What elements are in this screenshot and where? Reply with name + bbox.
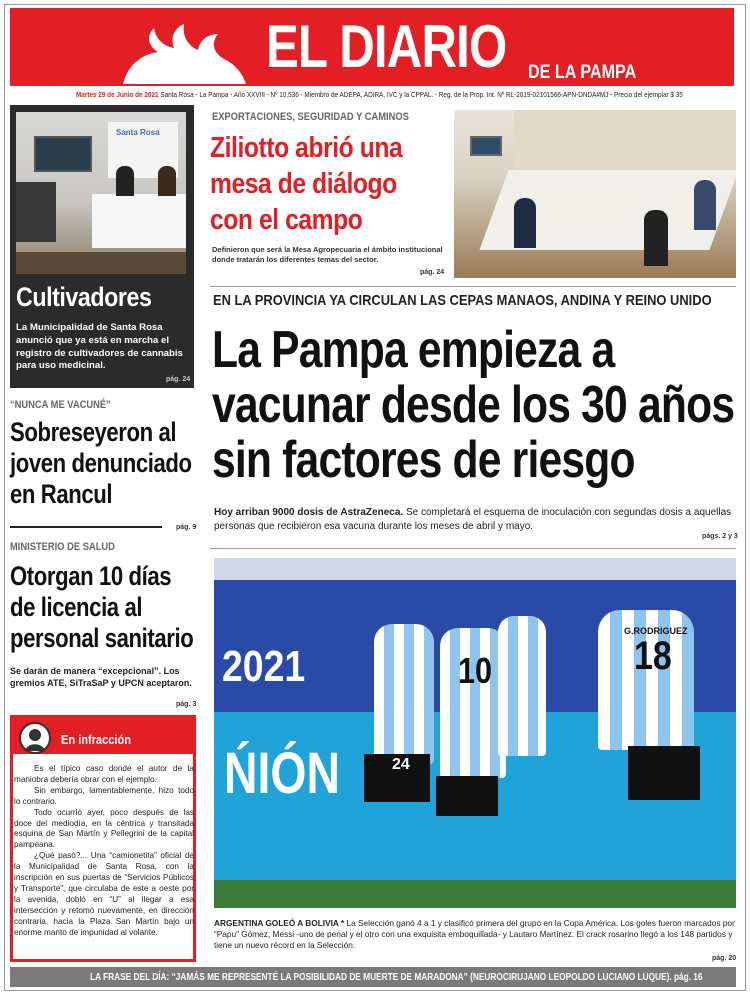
licencia-text: Se darán de manera “excepcional”. Los gremios ATE, SiTraSaP y UPCN aceptaron. (10, 666, 192, 688)
bird-logo-icon (118, 24, 248, 84)
banner-year: 2021 (222, 642, 306, 691)
licencia-headline[interactable]: Otorgan 10 días de licencia al personal sanitario (10, 561, 194, 653)
ziliotto-headline[interactable]: Ziliotto abrió una mesa de diálogo con el campo (210, 132, 403, 236)
football-caption: ARGENTINA GOLEÓ A BOLIVIA * La Selección ganó 4 a 1 y clasificó primera del grupo en la Copa América. Los goles fueron marcados por “Papu” Gómez, Messi -uno de penal y el otro con una exquisita emboquillada- y Lautaro Martínez. El crack rosarino llegó a los 148 partidos y tiene un nuevo récord en la Selección. (214, 918, 735, 950)
divider (10, 526, 162, 528)
lead-text: Hoy arriban 9000 dosis de AstraZeneca. Se completará el esquema de inoculación con segundas dosis a aquellas personas que recibieron esa vacuna durante los meses de abril y mayo. (214, 507, 732, 532)
date: Martes 29 de Junio de 2021 (76, 90, 159, 99)
rancul-page: pág. 9 (176, 524, 197, 531)
player-number: 10 (458, 650, 493, 691)
santa-rosa-sign: Santa Rosa (116, 128, 160, 137)
masthead (10, 8, 734, 86)
rancul-kicker: “NUNCA ME VACUNÉ” (10, 399, 111, 411)
jersey-name: G.RODRIGUEZ (624, 626, 688, 636)
infraccion-header (13, 718, 193, 754)
masthead-subtitle: DE LA PAMPA (528, 62, 637, 83)
meeting-photo (454, 110, 736, 278)
press-conference-photo (16, 112, 186, 274)
columnist-avatar-icon (19, 722, 51, 754)
player-number: 18 (634, 634, 672, 678)
football-celebration-photo (214, 558, 736, 908)
quote-of-the-day[interactable]: LA FRASE DEL DÍA: “JAMÁS ME REPRESENTÉ LA POSIBILIDAD DE MUERTE DE MARADONA” (NEUROCIRUJANO LEOPOLDO LUCIANO LUQUE). pág. 16 (90, 972, 703, 983)
lead-kicker: EN LA PROVINCIA YA CIRCULAN LAS CEPAS MANAOS, ANDINA Y REINO UNIDO (213, 292, 712, 309)
divider (210, 548, 736, 549)
rancul-headline[interactable]: Sobreseyeron al joven denunciado en Rancul (10, 417, 192, 509)
player-number: 24 (392, 756, 410, 773)
masthead-info: Santa Rosa - La Pampa - Año XXVIII - Nº 10.536 - Miembro de ADEPA, ADIRA, IVC y la CPPAL. - Reg. de la Prop. Int. Nº RL-2019-02101566-APN-DNDA#MJ - Precio del ejemplar $ 35 (160, 90, 683, 99)
cultivadores-text: La Municipalidad de Santa Rosa anunció que ya está en marcha el registro de cultivadores de cannabis para uso medicinal. (16, 322, 183, 372)
infraccion-text: Es el típico caso donde el autor de la maniobra debería obrar con el ejemplo. Sin embargo, lamentablemente, hizo todo lo contrario. Todo ocurrió ayer, poco después de las doce del mediodía, en la céntrica y transitada esquina de San Martín y Pellegrini de la capital pampeana. ¿Qué pasó?... Una “camionetita” oficial de la Municipalidad de Santa Rosa, con la inscripción en sus puertas de “Servicios Públicos y Transporte”, que circulaba de este a oeste por la avenida, dobló en “U” al llegar a esa intersección y retomó nuevamente, en dirección contraria, hacia la Plaza San Martín bajo un enorme manto de impunidad al volante. (14, 764, 194, 937)
divider (210, 286, 736, 287)
lead-page: págs. 2 y 3 (702, 533, 738, 540)
licencia-page: pág. 3 (176, 701, 197, 708)
ziliotto-text: Definieron que será la Mesa Agropecuaria el ámbito institucional donde tratarán los diferentes temas del sector. (212, 245, 443, 265)
lead-headline[interactable]: La Pampa empieza a vacunar desde los 30 años sin factores de riesgo (212, 321, 735, 489)
cultivadores-page: pág. 24 (166, 376, 191, 383)
masthead-title[interactable]: EL DIARIO (266, 13, 507, 80)
cultivadores-title[interactable]: Cultivadores (16, 282, 152, 312)
ziliotto-kicker: EXPORTACIONES, SEGURIDAD Y CAMINOS (212, 111, 409, 123)
dateline (76, 90, 683, 99)
infraccion-title[interactable]: En infracción (61, 732, 132, 747)
banner-text: ŃIÓN (224, 741, 340, 806)
football-page: pág. 20 (712, 955, 737, 962)
ziliotto-page: pág. 24 (420, 269, 445, 276)
licencia-kicker: MINISTERIO DE SALUD (10, 541, 115, 553)
